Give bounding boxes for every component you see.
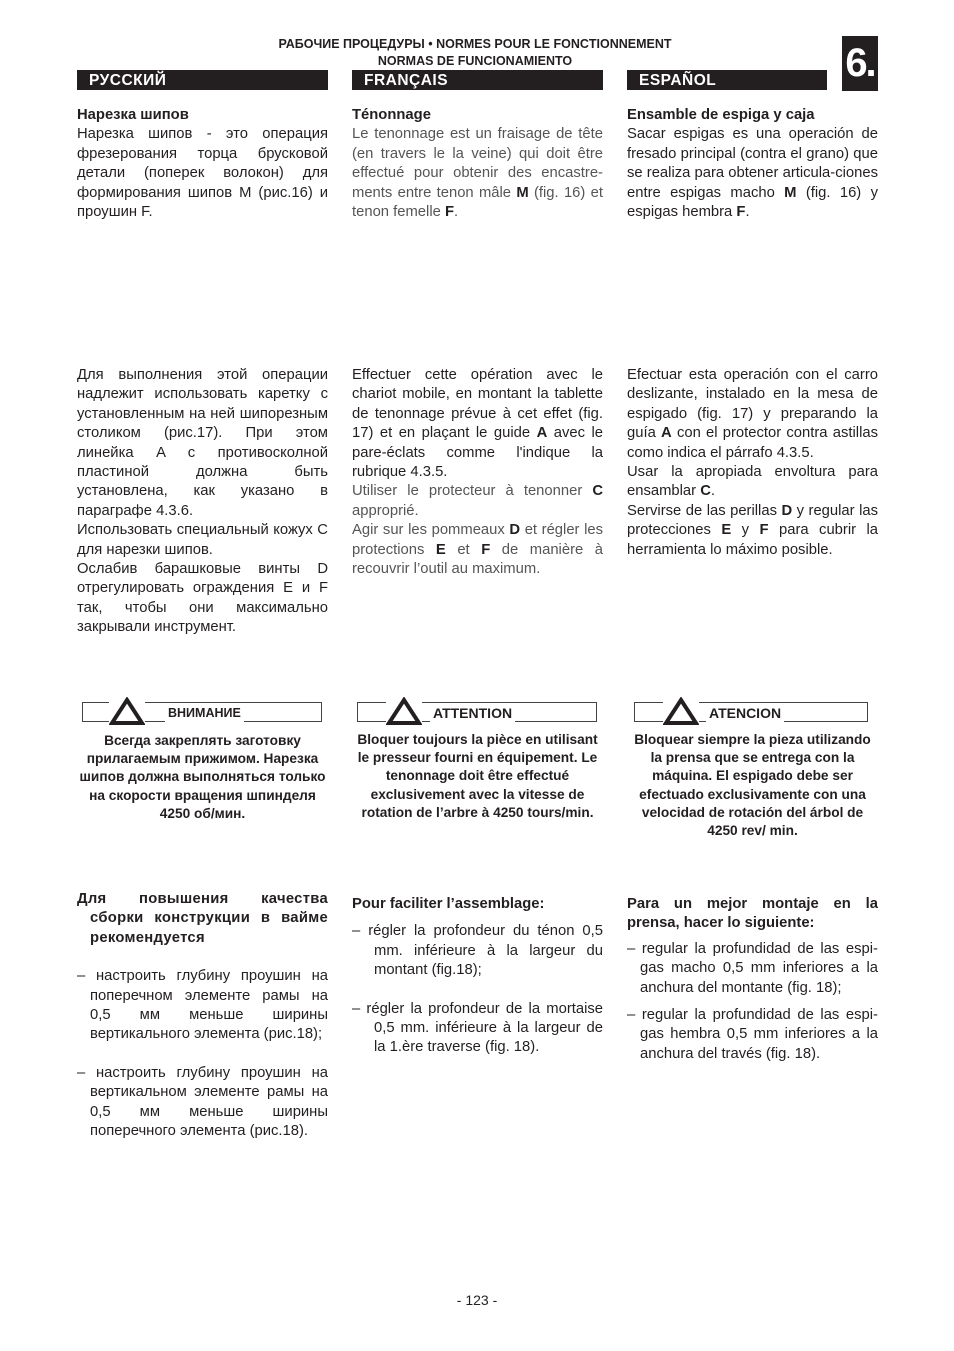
ru-intro: Нарезка шипов - это операция фрезерования торца брусковой детали (поперек волокон) для формирования шипов M (рис.16) и проушин F. [77, 126, 328, 221]
fr-warning-box [357, 702, 597, 722]
header-title-line1: РАБОЧИЕ ПРОЦЕДУРЫ • NORMES POUR LE FONCTIONNEMENT [278, 37, 672, 51]
ru-assembly-title: Для повышения качества сборки конструкции в вайме рекомендуется [77, 891, 328, 946]
fr-paragraph-2: Utiliser le protecteur à tenonner C approprié. [352, 483, 603, 519]
ru-assembly-item-1: – настроить глубину проушин на поперечном элементе рамы на 0,5 мм меньше ширины вертикального элемента (рис.18); [77, 968, 328, 1043]
lang-bar-spanish: ESPAÑOL [627, 70, 827, 90]
es-assembly-item-1: – regular la profundidad de las espi-gas macho 0,5 mm inferiores a la anchura del montante (fig. 18); [627, 940, 878, 996]
fr-title: Ténonnage [352, 107, 431, 123]
page-number: - 123 - [456, 1292, 498, 1308]
fr-procedure-section [352, 366, 603, 579]
es-title: Ensamble de espiga y caja [627, 107, 815, 123]
header-title-line2: NORMAS DE FUNCIONAMIENTO [377, 54, 573, 68]
es-warning-label: ATENCION [706, 704, 784, 722]
ru-warning-label: ВНИМАНИЕ [165, 704, 244, 722]
fr-paragraph-3: Agir sur les pommeaux D et régler les protections E et F de manière à recouvrir l’outil au maximum. [352, 522, 603, 578]
fr-assembly-item-1: – régler la profondeur du ténon 0,5 mm. inférieure à la largeur du montant (fig.18); [352, 923, 603, 979]
ru-assembly-item-2: – настроить глубину проушин на вертикальном элементе рамы на 0,5 мм меньше ширины поперечного элемента (рис.18). [77, 1064, 328, 1140]
es-paragraph-1: Efectuar esta operación con el carro deslizante, instalado en la mesa de espigado (fig. 17) y preparando la guía A con el protector contra astillas como indica el párrafo 4.3.5. [627, 367, 878, 461]
lang-bar-russian: РУССКИЙ [77, 70, 328, 90]
es-paragraph-2: Usar la apropiada envoltura para ensamblar C. [627, 464, 878, 500]
es-paragraph-3: Servirse de las perillas D y regular las protecciones E y F para cubrir la herramienta lo máximo posible. [627, 502, 878, 558]
fr-intro-section [352, 106, 603, 222]
es-assembly-section [627, 895, 878, 1064]
warning-triangle-icon [663, 697, 699, 725]
fr-warning-text: Bloquer toujours la pièce en utilisant le presseur fourni en équipement. Le tenonnage doit être effectué exclusivement avec la vitesse de rotation de l’arbre à 4250 tours/min. [357, 732, 598, 820]
es-warning-box [634, 702, 868, 722]
es-intro-section [627, 106, 878, 222]
ru-title: Нарезка шипов [77, 107, 189, 123]
ru-paragraph-1: Для выполнения этой операции надлежит использовать каретку с установленным на ней шипорезным столиком (рис.17). При этом линейка A с противосколной пластиной должна быть установлена, как указано в параграфе 4.3.6. [77, 367, 328, 519]
fr-assembly-title: Pour faciliter l’assemblage: [352, 896, 545, 912]
ru-paragraph-3: Ослабив барашковые винты D отрегулировать ограждения E и F так, чтобы они максимально закрывали инструмент. [77, 561, 328, 636]
es-intro: Sacar espigas es una operación de fresado principal (contra el grano) que se realiza para obtener articula-ciones entre espigas macho M (fig. 16) y espigas hembra F. [627, 126, 878, 221]
es-warning-text: Bloquear siempre la pieza utilizando la prensa que se entrega con la máquina. El espigado debe ser efectuado exclusivamente con una velocidad de rotación del árbol de 4250 rev/ min. [634, 732, 871, 839]
fr-paragraph-1: Effectuer cette opération avec le chariot mobile, en montant la tablette de tenonnage prévue à cet effet (fig. 17) et en plaçant le guide A avec le pare-éclats comme l'indique la rubrique 4.3.5. [352, 367, 603, 481]
ru-warning-text: Всегда закреплять заготовку прилагаемым прижимом. Нарезка шипов должна выполняться только на скорости вращения шпинделя 4250 об/мин. [79, 733, 326, 821]
ru-intro-section [77, 106, 328, 222]
ru-procedure-section [77, 366, 328, 638]
lang-bar-french: FRANÇAIS [352, 70, 603, 90]
ru-warning-box [82, 702, 322, 722]
es-assembly-item-2: – regular la profundidad de las espi-gas hembra 0,5 mm inferiores a la anchura del través (fig. 18). [627, 1007, 878, 1062]
fr-warning-label: ATTENTION [430, 704, 515, 722]
warning-triangle-icon [386, 697, 422, 725]
fr-assembly-section [352, 895, 603, 1058]
chapter-badge: 6. [842, 36, 878, 91]
ru-assembly-section [77, 890, 328, 1141]
es-assembly-title: Para un mejor montaje en la prensa, hacer lo siguiente: [627, 896, 878, 932]
ru-paragraph-2: Использовать специальный кожух C для нарезки шипов. [77, 522, 328, 558]
warning-triangle-icon [109, 697, 145, 725]
fr-assembly-item-2: – régler la profondeur de la mortaise 0,5 mm. inférieure à la largeur de la 1.ère traverse (fig. 18). [352, 1000, 603, 1056]
es-procedure-section [627, 366, 878, 560]
fr-intro: Le tenonnage est un fraisage de tête (en travers le la veine) qui doit être effectué pour obtenir des encastre-ments entre tenon mâle M (fig. 16) et tenon femelle F. [352, 126, 603, 221]
